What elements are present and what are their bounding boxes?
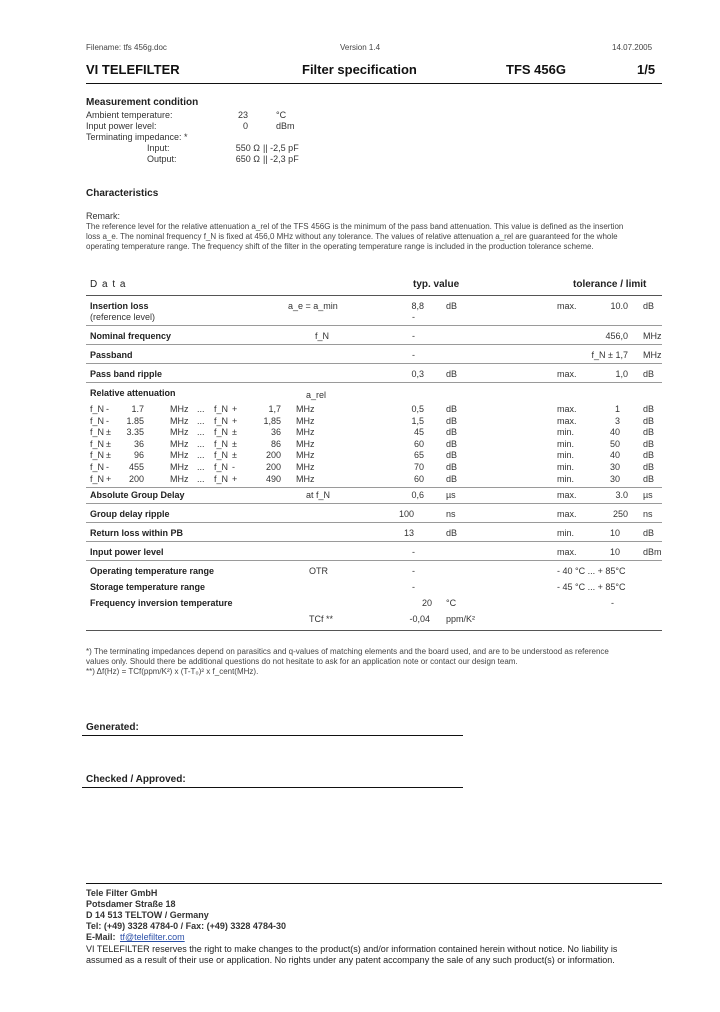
passband-limit: f_N ± 1,7 <box>591 350 628 360</box>
row-typ: 60 <box>413 438 424 449</box>
insertion-typ: 8,8 <box>411 301 424 311</box>
col-typ: typ. value <box>413 279 460 290</box>
rl-typ: 13 <box>403 528 414 538</box>
ambient-value: 23 <box>237 110 248 120</box>
row-limit: 50 <box>609 438 620 449</box>
row-typ: 1,5 <box>411 415 424 426</box>
insertion-symbol: a_e = a_min <box>288 301 338 311</box>
rl-label: Return loss within PB <box>90 528 184 538</box>
remark-line-3: operating temperature range. The frequency shift of the filter in the operating temperature range is included in the production tolerance scheme. <box>86 242 594 251</box>
footer-email-link[interactable]: tf@telefilter.com <box>120 932 185 942</box>
tc-symbol: TCf ** <box>309 614 334 624</box>
row-limit-unit: dB <box>643 404 655 414</box>
footer-tel: Tel: (+49) 3328 4784-0 / Fax: (+49) 3328 4784-30 <box>86 921 286 931</box>
footer-city: D 14 513 TELTOW / Germany <box>86 910 209 920</box>
row-fa: f_N <box>90 462 105 472</box>
gdr-limit-unit: ns <box>643 509 653 519</box>
row-unit-2: MHz <box>296 473 315 484</box>
generated-line <box>82 735 463 736</box>
agd-label: Absolute Group Delay <box>90 490 185 500</box>
otr-typ: - <box>412 566 415 576</box>
row-sign-1: ± <box>106 438 111 449</box>
row-limit-kind: min. <box>557 427 575 438</box>
row-limit-kind: min. <box>557 438 575 449</box>
footer-email-label: E-Mail: <box>86 932 116 942</box>
input-cap: || -2,5 pF <box>263 143 299 153</box>
str-label: Storage temperature range <box>90 582 206 592</box>
row-unit-2: MHz <box>296 450 315 461</box>
row-unit-1: MHz <box>170 415 189 426</box>
row-typ: 70 <box>413 462 424 472</box>
agd-typ: 0,6 <box>411 490 424 500</box>
page-number: 1/5 <box>637 62 656 77</box>
row-sign-1: ± <box>106 450 111 461</box>
row-typ: 60 <box>413 473 424 484</box>
tc-typ: -0,04 <box>409 614 430 624</box>
row-unit-2: MHz <box>296 438 315 449</box>
company-logo: VI TELEFILTER <box>86 62 180 77</box>
row-fb: f_N <box>214 427 229 438</box>
passband-limit-unit: MHz <box>643 350 662 360</box>
remark-line-1: The reference level for the relative attenuation a_rel of the TFS 456G is the minimum of the pass band attenuation. This value is defined as the insertion <box>86 222 624 231</box>
part-number: TFS 456G <box>506 62 566 77</box>
row-fa: f_N <box>90 427 105 438</box>
row-limit: 30 <box>609 462 620 472</box>
row-unit-1: MHz <box>170 427 189 438</box>
output-cap: || -2,3 pF <box>263 154 299 164</box>
fit-limit: - <box>611 598 614 608</box>
agd-limit-unit: µs <box>643 490 653 500</box>
row-to: 36 <box>270 427 281 438</box>
footnote-1-line-2: values only. Should there be additional questions do not hesitate to ask for an application note or contact our design team. <box>86 657 518 666</box>
row-limit-kind: max. <box>557 415 577 426</box>
footnote-2: **) Δf(Hz) = TCf(ppm/K²) x (T-T₀)² x f_cent(MHz). <box>86 667 259 676</box>
ripple-label: Pass band ripple <box>90 369 163 379</box>
insertion-label: Insertion loss <box>90 301 149 311</box>
row-typ-unit: dB <box>446 404 458 414</box>
row-to: 490 <box>265 473 281 484</box>
filename: Filename: tfs 456g.doc <box>86 43 167 52</box>
ipl-limit-kind: max. <box>557 547 577 557</box>
col-data: D a t a <box>90 279 127 290</box>
fit-typ: 20 <box>421 598 432 608</box>
row-fb: f_N <box>214 415 229 426</box>
row-fb: f_N <box>214 404 229 414</box>
insertion-limit: 10.0 <box>610 301 628 311</box>
relatt-label: Relative attenuation <box>90 388 176 398</box>
insertion-limit-unit: dB <box>643 301 655 311</box>
row-limit-unit: dB <box>643 438 655 449</box>
row-fb: f_N <box>214 438 229 449</box>
disclaimer-line-1: VI TELEFILTER reserves the right to make changes to the product(s) and/or information contained herein without notice. No liability is <box>86 944 618 954</box>
footer-company: Tele Filter GmbH <box>86 888 158 898</box>
row-limit: 40 <box>609 427 620 438</box>
insertion-sub: (reference level) <box>90 312 156 322</box>
row-limit-unit: dB <box>643 462 655 472</box>
row-sign-2: + <box>232 404 238 414</box>
nominal-symbol: f_N <box>315 331 330 341</box>
row-typ-unit: dB <box>446 450 458 461</box>
row-unit-1: MHz <box>170 404 189 414</box>
remark-line-2: loss a_e. The nominal frequency f_N is fixed at 456,0 MHz without any tolerance. The values of relative attenuation a_rel are guaranteed for the whole <box>86 232 618 241</box>
row-dots: ... <box>197 404 205 414</box>
row-sign-2: ± <box>232 427 237 438</box>
row-unit-2: MHz <box>296 462 315 472</box>
row-typ-unit: dB <box>446 462 458 472</box>
row-limit-unit: dB <box>643 427 655 438</box>
row-unit-2: MHz <box>296 404 315 414</box>
str-typ: - <box>412 582 415 592</box>
row-limit-kind: min. <box>557 462 575 472</box>
row-fa: f_N <box>90 415 105 426</box>
power-value: 0 <box>242 121 248 131</box>
row-sign-1: - <box>106 462 109 472</box>
ipl-limit: 10 <box>609 547 620 557</box>
footnote-1-line-1: *) The terminating impedances depend on parasitics and q-values of matching elements and the board used, and are to be understood as reference <box>86 647 609 656</box>
passband-typ: - <box>412 350 415 360</box>
nominal-limit: 456,0 <box>605 331 628 341</box>
row-limit-unit: dB <box>643 473 655 484</box>
checked-line <box>82 787 463 788</box>
row-unit-1: MHz <box>170 462 189 472</box>
relatt-symbol: a_rel <box>306 390 327 400</box>
gdr-unit: ns <box>446 509 456 519</box>
ipl-label: Input power level <box>90 547 164 557</box>
gdr-label: Group delay ripple <box>90 509 170 519</box>
gdr-limit: 250 <box>612 509 628 519</box>
row-to: 1,7 <box>268 404 281 414</box>
version: Version 1.4 <box>340 43 381 52</box>
row-typ-unit: dB <box>446 415 458 426</box>
row-sign-2: + <box>232 473 238 484</box>
measurement-title: Measurement condition <box>86 97 199 108</box>
row-dots: ... <box>197 473 205 484</box>
nominal-typ: - <box>412 331 415 341</box>
otr-symbol: OTR <box>309 566 328 576</box>
row-sign-2: + <box>232 415 238 426</box>
nominal-label: Nominal frequency <box>90 331 172 341</box>
str-limit: - 45 °C ... + 85°C <box>557 582 626 592</box>
row-fb: f_N <box>214 450 229 461</box>
otr-limit: - 40 °C ... + 85°C <box>557 566 626 576</box>
row-fa: f_N <box>90 404 105 414</box>
row-typ-unit: dB <box>446 438 458 449</box>
tc-unit: ppm/K² <box>446 614 476 624</box>
row-sign-2: ± <box>232 438 237 449</box>
row-unit-1: MHz <box>170 473 189 484</box>
rl-limit-unit: dB <box>643 528 655 538</box>
row-typ: 45 <box>413 427 424 438</box>
gdr-limit-kind: max. <box>557 509 577 519</box>
row-limit-unit: dB <box>643 450 655 461</box>
row-fa: f_N <box>90 473 105 484</box>
output-value: 650 Ω <box>235 154 260 164</box>
row-typ-unit: dB <box>446 473 458 484</box>
ambient-label: Ambient temperature: <box>86 110 173 120</box>
characteristics-title: Characteristics <box>86 188 159 199</box>
row-limit-kind: min. <box>557 473 575 484</box>
row-sign-1: + <box>106 473 112 484</box>
power-unit: dBm <box>276 121 295 131</box>
generated-label: Generated: <box>86 722 139 733</box>
ripple-limit-unit: dB <box>643 369 655 379</box>
ripple-unit: dB <box>446 369 458 379</box>
ripple-limit: 1,0 <box>615 369 628 379</box>
row-from: 3.35 <box>126 427 144 438</box>
row-typ: 0,5 <box>411 404 424 414</box>
col-tolerance: tolerance / limit <box>573 279 647 290</box>
row-from: 1.85 <box>126 415 144 426</box>
row-dots: ... <box>197 415 205 426</box>
title-rule <box>86 83 662 84</box>
ripple-typ: 0,3 <box>411 369 424 379</box>
rl-limit-kind: min. <box>557 528 575 538</box>
row-unit-1: MHz <box>170 438 189 449</box>
row-from: 455 <box>128 462 144 472</box>
impedance-label: Terminating impedance: * <box>86 132 188 142</box>
row-unit-1: MHz <box>170 450 189 461</box>
remark-label: Remark: <box>86 211 121 221</box>
insertion-limit-kind: max. <box>557 301 577 311</box>
agd-symbol: at f_N <box>306 490 331 500</box>
row-dots: ... <box>197 427 205 438</box>
row-to: 200 <box>265 462 281 472</box>
row-dots: ... <box>197 462 205 472</box>
row-limit-kind: max. <box>557 404 577 414</box>
row-dots: ... <box>197 450 205 461</box>
ambient-unit: °C <box>276 110 287 120</box>
row-to: 1,85 <box>263 415 281 426</box>
row-limit: 1 <box>614 404 620 414</box>
row-limit: 3 <box>614 415 620 426</box>
agd-limit-kind: max. <box>557 490 577 500</box>
row-sign-1: ± <box>106 427 111 438</box>
row-typ: 65 <box>413 450 424 461</box>
rl-limit: 10 <box>609 528 620 538</box>
insertion-unit: dB <box>446 301 458 311</box>
insertion-dash: - <box>412 312 415 322</box>
otr-label: Operating temperature range <box>90 566 215 576</box>
fit-label: Frequency inversion temperature <box>90 598 233 608</box>
agd-unit: µs <box>446 490 456 500</box>
footer-street: Potsdamer Straße 18 <box>86 899 176 909</box>
row-from: 36 <box>133 438 144 449</box>
row-limit-unit: dB <box>643 415 655 426</box>
row-dots: ... <box>197 438 205 449</box>
input-value: 550 Ω <box>235 143 260 153</box>
checked-label: Checked / Approved: <box>86 774 186 785</box>
row-fb: f_N <box>214 473 229 484</box>
row-from: 1.7 <box>131 404 144 414</box>
agd-limit: 3.0 <box>615 490 628 500</box>
nominal-limit-unit: MHz <box>643 331 662 341</box>
fit-unit: °C <box>446 598 457 608</box>
row-unit-2: MHz <box>296 415 315 426</box>
row-sign-1: - <box>106 404 109 414</box>
passband-label: Passband <box>90 350 133 360</box>
row-unit-2: MHz <box>296 427 315 438</box>
row-to: 86 <box>270 438 281 449</box>
date: 14.07.2005 <box>612 43 653 52</box>
rl-unit: dB <box>446 528 458 538</box>
row-fb: f_N <box>214 462 229 472</box>
output-label: Output: <box>147 154 177 164</box>
gdr-typ: 100 <box>398 509 414 519</box>
row-limit: 40 <box>609 450 620 461</box>
row-limit: 30 <box>609 473 620 484</box>
ipl-typ: - <box>412 547 415 557</box>
ripple-limit-kind: max. <box>557 369 577 379</box>
row-sign-2: ± <box>232 450 237 461</box>
input-label: Input: <box>147 143 170 153</box>
row-fa: f_N <box>90 438 105 449</box>
footer-rule <box>86 883 662 884</box>
power-label: Input power level: <box>86 121 157 131</box>
row-from: 96 <box>133 450 144 461</box>
row-limit-kind: min. <box>557 450 575 461</box>
row-from: 200 <box>128 473 144 484</box>
row-to: 200 <box>265 450 281 461</box>
disclaimer-line-2: assumed as a result of their use or application. No rights under any patent accompany the sale of any such product(s) or information. <box>86 955 615 965</box>
row-typ-unit: dB <box>446 427 458 438</box>
row-fa: f_N <box>90 450 105 461</box>
row-sign-2: - <box>232 462 235 472</box>
doc-title: Filter specification <box>302 62 417 77</box>
row-sign-1: - <box>106 415 109 426</box>
ipl-limit-unit: dBm <box>643 547 662 557</box>
